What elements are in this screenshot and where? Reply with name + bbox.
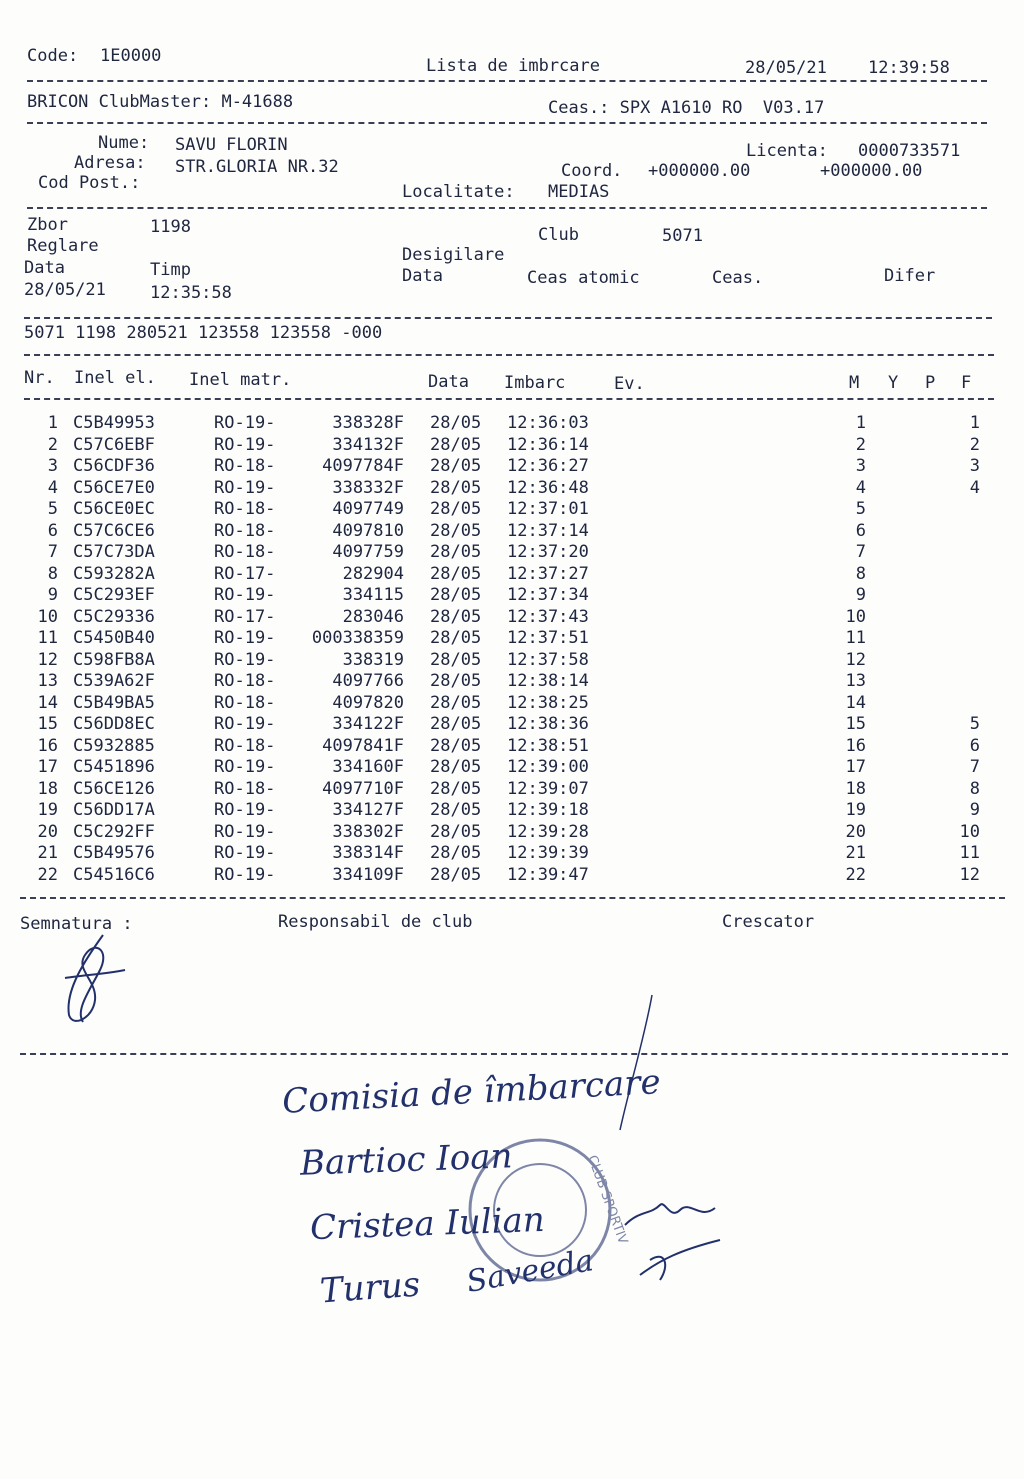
cell-inel: C598FB8A bbox=[73, 649, 155, 670]
cell-f: 4 bbox=[969, 477, 980, 498]
breeder-label: Crescator bbox=[722, 912, 815, 932]
table-row bbox=[0, 713, 1024, 735]
locality-value: MEDIAS bbox=[548, 182, 610, 202]
cell-nr: 16 bbox=[37, 735, 58, 756]
cell-f: 2 bbox=[969, 434, 980, 455]
cell-time: 12:39:00 bbox=[507, 757, 589, 777]
table-row bbox=[0, 520, 1024, 542]
cell-m: 18 bbox=[845, 778, 866, 799]
col-nr: Nr. bbox=[24, 368, 55, 388]
cell-nr: 17 bbox=[37, 757, 58, 777]
cell-time: 12:37:58 bbox=[507, 649, 589, 670]
cell-nr: 21 bbox=[37, 843, 58, 863]
cell-f: 6 bbox=[969, 735, 980, 756]
cell-num: 4097810 bbox=[332, 520, 404, 541]
header-date: 28/05/21 bbox=[745, 58, 827, 78]
cell-inel: C5B49BA5 bbox=[73, 692, 155, 713]
cell-nr: 18 bbox=[37, 778, 58, 799]
cell-inel: C57C6EBF bbox=[73, 434, 155, 455]
cell-inel: C5C292FF bbox=[73, 821, 155, 842]
cell-time: 12:37:51 bbox=[507, 628, 589, 648]
cell-time: 12:37:43 bbox=[507, 606, 589, 627]
cell-time: 12:36:14 bbox=[507, 434, 589, 455]
cell-date: 28/05 bbox=[430, 864, 482, 885]
cell-num: 4097841F bbox=[322, 735, 404, 756]
handwritten-member-1: Bartioc Ioan bbox=[299, 1136, 514, 1184]
cell-pre: RO-18- bbox=[214, 456, 276, 476]
cell-time: 12:36:27 bbox=[507, 456, 589, 476]
cell-date: 28/05 bbox=[430, 542, 482, 562]
clock-info: Ceas.: SPX A1610 RO V03.17 bbox=[548, 98, 825, 118]
ceas-label: Ceas. bbox=[712, 268, 764, 288]
cell-time: 12:38:51 bbox=[507, 735, 589, 756]
licence-label: Licenta: bbox=[746, 141, 828, 161]
col-p: P bbox=[925, 373, 936, 393]
divider bbox=[27, 80, 987, 82]
table-row bbox=[0, 498, 1024, 520]
table-row bbox=[0, 735, 1024, 757]
cell-inel: C56CE126 bbox=[73, 778, 155, 799]
table-row bbox=[0, 412, 1024, 434]
table-row bbox=[0, 455, 1024, 477]
difer-label: Difer bbox=[884, 266, 936, 286]
postal-label: Cod Post.: bbox=[38, 173, 141, 193]
system-id: BRICON ClubMaster: M-41688 bbox=[27, 92, 294, 112]
cell-nr: 4 bbox=[47, 477, 58, 498]
cell-m: 16 bbox=[845, 735, 866, 756]
cell-time: 12:37:34 bbox=[507, 585, 589, 605]
cell-inel: C5B49953 bbox=[73, 413, 155, 433]
cell-pre: RO-18- bbox=[214, 499, 276, 519]
reglare-date: 28/05/21 bbox=[24, 280, 106, 300]
cell-m: 13 bbox=[845, 671, 866, 691]
name-label: Nume: bbox=[98, 133, 150, 153]
cell-m: 22 bbox=[845, 864, 866, 885]
cell-m: 21 bbox=[845, 843, 866, 863]
cell-date: 28/05 bbox=[430, 735, 482, 756]
header-time: 12:39:58 bbox=[868, 58, 950, 78]
table-row bbox=[0, 692, 1024, 714]
code-line: 5071 1198 280521 123558 123558 -000 bbox=[24, 323, 383, 343]
coord-y: +000000.00 bbox=[820, 161, 923, 181]
handwritten-commission: Comisia de îmbarcare bbox=[281, 1062, 662, 1122]
cell-inel: C56CDF36 bbox=[73, 456, 155, 476]
cell-nr: 8 bbox=[47, 563, 58, 584]
cell-num: 338332F bbox=[332, 477, 404, 498]
cell-inel: C56DD17A bbox=[73, 800, 155, 820]
cell-num: 000338359 bbox=[311, 628, 404, 648]
cell-f: 11 bbox=[959, 843, 980, 863]
zbor-value: 1198 bbox=[150, 217, 191, 237]
stamp-text: CLUB SPORTIV bbox=[584, 1153, 631, 1247]
table-row bbox=[0, 799, 1024, 821]
cell-inel: C5451896 bbox=[73, 757, 155, 777]
cell-pre: RO-18- bbox=[214, 692, 276, 713]
cell-num: 338319 bbox=[342, 649, 404, 670]
cell-num: 334132F bbox=[332, 434, 404, 455]
cell-nr: 14 bbox=[37, 692, 58, 713]
col-ev: Ev. bbox=[614, 374, 645, 394]
table-row bbox=[0, 434, 1024, 456]
cell-date: 28/05 bbox=[430, 456, 482, 476]
cell-nr: 11 bbox=[37, 628, 58, 648]
cell-inel: C5C293EF bbox=[73, 585, 155, 605]
cell-date: 28/05 bbox=[430, 563, 482, 584]
col-data: Data bbox=[428, 372, 469, 392]
cell-num: 4097759 bbox=[332, 542, 404, 562]
cell-nr: 19 bbox=[37, 800, 58, 820]
cell-date: 28/05 bbox=[430, 800, 482, 820]
coord-label: Coord. bbox=[561, 161, 623, 181]
cell-inel: C54516C6 bbox=[73, 864, 155, 885]
cell-date: 28/05 bbox=[430, 477, 482, 498]
cell-f: 3 bbox=[969, 456, 980, 476]
cell-pre: RO-17- bbox=[214, 563, 276, 584]
cell-pre: RO-19- bbox=[214, 434, 276, 455]
club-responsible-label: Responsabil de club bbox=[278, 912, 473, 932]
table-row bbox=[0, 563, 1024, 585]
table-row bbox=[0, 670, 1024, 692]
cell-inel: C57C73DA bbox=[73, 542, 155, 562]
cell-date: 28/05 bbox=[430, 434, 482, 455]
cell-num: 338302F bbox=[332, 821, 404, 842]
col-inel-matr: Inel matr. bbox=[189, 370, 292, 390]
cell-m: 20 bbox=[845, 821, 866, 842]
cell-pre: RO-19- bbox=[214, 864, 276, 885]
table-row bbox=[0, 864, 1024, 886]
handwritten-member-3: Turus bbox=[318, 1264, 422, 1312]
col-y: Y bbox=[888, 373, 899, 393]
divider bbox=[24, 398, 994, 400]
cell-date: 28/05 bbox=[430, 520, 482, 541]
col-f: F bbox=[961, 373, 972, 393]
cell-time: 12:37:20 bbox=[507, 542, 589, 562]
cell-m: 1 bbox=[855, 413, 866, 433]
cell-nr: 15 bbox=[37, 714, 58, 734]
cell-m: 11 bbox=[845, 628, 866, 648]
cell-m: 15 bbox=[845, 714, 866, 734]
cell-time: 12:39:18 bbox=[507, 800, 589, 820]
cell-pre: RO-19- bbox=[214, 757, 276, 777]
cell-date: 28/05 bbox=[430, 757, 482, 777]
divider bbox=[20, 897, 1005, 899]
cell-pre: RO-19- bbox=[214, 800, 276, 820]
table-row bbox=[0, 778, 1024, 800]
cell-time: 12:39:28 bbox=[507, 821, 589, 842]
cell-inel: C56CE0EC bbox=[73, 499, 155, 519]
cell-date: 28/05 bbox=[430, 778, 482, 799]
cell-pre: RO-19- bbox=[214, 477, 276, 498]
cell-time: 12:37:27 bbox=[507, 563, 589, 584]
table-row bbox=[0, 541, 1024, 563]
code-label: Code: bbox=[27, 46, 79, 66]
cell-f: 10 bbox=[959, 821, 980, 842]
cell-nr: 6 bbox=[47, 520, 58, 541]
table-row bbox=[0, 756, 1024, 778]
zbor-label: Zbor bbox=[27, 215, 68, 235]
cell-time: 12:39:07 bbox=[507, 778, 589, 799]
cell-date: 28/05 bbox=[430, 692, 482, 713]
cell-num: 4097710F bbox=[322, 778, 404, 799]
cell-m: 19 bbox=[845, 800, 866, 820]
cell-f: 5 bbox=[969, 714, 980, 734]
cell-num: 338314F bbox=[332, 843, 404, 863]
cell-num: 334127F bbox=[332, 800, 404, 820]
cell-num: 334122F bbox=[332, 714, 404, 734]
cell-m: 8 bbox=[855, 563, 866, 584]
cell-num: 334115 bbox=[342, 585, 404, 605]
cell-time: 12:38:25 bbox=[507, 692, 589, 713]
cell-m: 17 bbox=[845, 757, 866, 777]
cell-pre: RO-19- bbox=[214, 843, 276, 863]
table-row bbox=[0, 584, 1024, 606]
cell-f: 8 bbox=[969, 778, 980, 799]
reglare-label: Reglare bbox=[27, 236, 99, 256]
cell-nr: 1 bbox=[47, 413, 58, 433]
cell-date: 28/05 bbox=[430, 671, 482, 691]
cell-time: 12:37:01 bbox=[507, 499, 589, 519]
desigilare-label: Desigilare bbox=[402, 245, 505, 265]
club-value: 5071 bbox=[662, 226, 703, 246]
cell-pre: RO-18- bbox=[214, 735, 276, 756]
licence-value: 0000733571 bbox=[858, 141, 961, 161]
cell-nr: 20 bbox=[37, 821, 58, 842]
cell-inel: C5450B40 bbox=[73, 628, 155, 648]
col-inel-el: Inel el. bbox=[74, 368, 156, 388]
cell-pre: RO-19- bbox=[214, 821, 276, 842]
cell-time: 12:38:14 bbox=[507, 671, 589, 691]
owner-name: SAVU FLORIN bbox=[175, 135, 288, 155]
coord-x: +000000.00 bbox=[648, 161, 751, 181]
cell-pre: RO-19- bbox=[214, 628, 276, 648]
cell-m: 10 bbox=[845, 606, 866, 627]
cell-num: 4097766 bbox=[332, 671, 404, 691]
cell-f: 7 bbox=[969, 757, 980, 777]
cell-inel: C5B49576 bbox=[73, 843, 155, 863]
cell-date: 28/05 bbox=[430, 714, 482, 734]
cell-date: 28/05 bbox=[430, 843, 482, 863]
cell-nr: 12 bbox=[37, 649, 58, 670]
cell-m: 5 bbox=[855, 499, 866, 519]
cell-pre: RO-18- bbox=[214, 542, 276, 562]
cell-pre: RO-17- bbox=[214, 606, 276, 627]
cell-pre: RO-19- bbox=[214, 413, 276, 433]
locality-label: Localitate: bbox=[402, 182, 515, 202]
cell-num: 4097820 bbox=[332, 692, 404, 713]
club-label: Club bbox=[538, 225, 579, 245]
cell-num: 334160F bbox=[332, 757, 404, 777]
cell-m: 4 bbox=[855, 477, 866, 498]
table-row bbox=[0, 821, 1024, 843]
cell-f: 1 bbox=[969, 413, 980, 433]
cell-time: 12:39:39 bbox=[507, 843, 589, 863]
cell-date: 28/05 bbox=[430, 649, 482, 670]
divider bbox=[27, 122, 987, 124]
cell-time: 12:38:36 bbox=[507, 714, 589, 734]
pen-stroke bbox=[560, 995, 660, 1135]
col-imbarc: Imbarc bbox=[504, 373, 566, 393]
cell-pre: RO-19- bbox=[214, 585, 276, 605]
cell-num: 334109F bbox=[332, 864, 404, 885]
cell-nr: 9 bbox=[47, 585, 58, 605]
cell-inel: C5932885 bbox=[73, 735, 155, 756]
divider bbox=[24, 354, 994, 356]
cell-inel: C57C6CE6 bbox=[73, 520, 155, 541]
signature-label: Semnatura : bbox=[20, 914, 133, 934]
cell-date: 28/05 bbox=[430, 499, 482, 519]
cell-time: 12:39:47 bbox=[507, 864, 589, 885]
cell-m: 12 bbox=[845, 649, 866, 670]
cell-m: 14 bbox=[845, 692, 866, 713]
cell-num: 283046 bbox=[342, 606, 404, 627]
cell-pre: RO-18- bbox=[214, 520, 276, 541]
cell-nr: 13 bbox=[37, 671, 58, 691]
cell-m: 2 bbox=[855, 434, 866, 455]
member-signature bbox=[620, 1190, 730, 1290]
data-label: Data bbox=[24, 258, 65, 278]
cell-num: 282904 bbox=[342, 563, 404, 584]
cell-f: 9 bbox=[969, 800, 980, 820]
cell-pre: RO-19- bbox=[214, 649, 276, 670]
cell-num: 4097749 bbox=[332, 499, 404, 519]
cell-m: 6 bbox=[855, 520, 866, 541]
table-row bbox=[0, 606, 1024, 628]
cell-pre: RO-18- bbox=[214, 671, 276, 691]
cell-inel: C5C29336 bbox=[73, 606, 155, 627]
address-label: Adresa: bbox=[74, 153, 146, 173]
breeder-signature bbox=[55, 930, 145, 1030]
divider bbox=[20, 1053, 1008, 1055]
cell-inel: C56DD8EC bbox=[73, 714, 155, 734]
timp-label: Timp bbox=[150, 260, 191, 280]
cell-date: 28/05 bbox=[430, 606, 482, 627]
cell-m: 3 bbox=[855, 456, 866, 476]
cell-date: 28/05 bbox=[430, 821, 482, 842]
page-title: Lista de imbrcare bbox=[426, 56, 600, 76]
cell-nr: 7 bbox=[47, 542, 58, 562]
cell-time: 12:37:14 bbox=[507, 520, 589, 541]
table-row bbox=[0, 477, 1024, 499]
cell-pre: RO-19- bbox=[214, 714, 276, 734]
cell-nr: 22 bbox=[37, 864, 58, 885]
cell-m: 7 bbox=[855, 542, 866, 562]
handwritten-member-4: Saveeda bbox=[463, 1243, 597, 1300]
cell-m: 9 bbox=[855, 585, 866, 605]
handwritten-member-2: Cristea Iulian bbox=[309, 1199, 546, 1249]
cell-nr: 5 bbox=[47, 499, 58, 519]
cell-f: 12 bbox=[959, 864, 980, 885]
divider bbox=[27, 207, 987, 209]
table-row bbox=[0, 842, 1024, 864]
cell-nr: 10 bbox=[37, 606, 58, 627]
cell-date: 28/05 bbox=[430, 628, 482, 648]
cell-inel: C539A62F bbox=[73, 671, 155, 691]
divider bbox=[24, 317, 992, 319]
code-value: 1E0000 bbox=[100, 46, 162, 66]
cell-num: 4097784F bbox=[322, 456, 404, 476]
cell-inel: C593282A bbox=[73, 563, 155, 584]
cell-pre: RO-18- bbox=[214, 778, 276, 799]
cell-time: 12:36:48 bbox=[507, 477, 589, 498]
cell-time: 12:36:03 bbox=[507, 413, 589, 433]
owner-address: STR.GLORIA NR.32 bbox=[175, 157, 339, 177]
table-row bbox=[0, 649, 1024, 671]
data2-label: Data bbox=[402, 266, 443, 286]
col-m: M bbox=[849, 373, 860, 393]
reglare-time: 12:35:58 bbox=[150, 283, 232, 303]
cell-date: 28/05 bbox=[430, 413, 482, 433]
cell-nr: 2 bbox=[47, 434, 58, 455]
cell-nr: 3 bbox=[47, 456, 58, 476]
ceas-atomic-label: Ceas atomic bbox=[527, 268, 640, 288]
cell-date: 28/05 bbox=[430, 585, 482, 605]
table-row bbox=[0, 627, 1024, 649]
cell-num: 338328F bbox=[332, 413, 404, 433]
cell-inel: C56CE7E0 bbox=[73, 477, 155, 498]
